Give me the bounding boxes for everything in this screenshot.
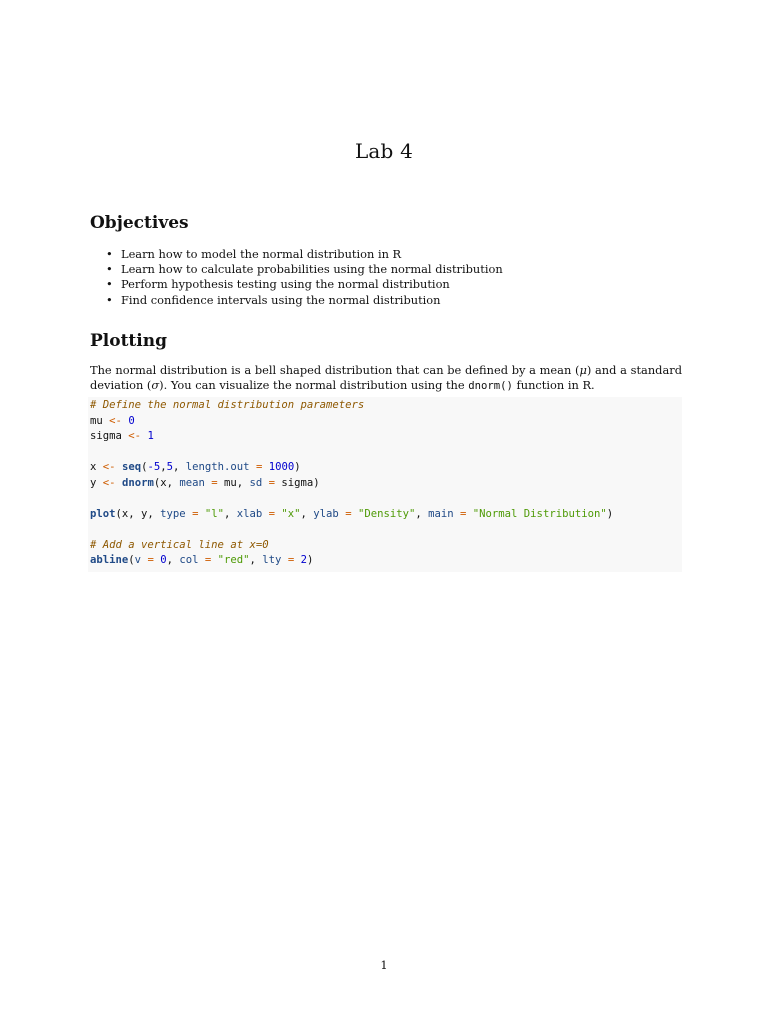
code-operator: <- (102, 476, 116, 489)
sigma-symbol: σ (151, 378, 160, 393)
code-argument: v (134, 554, 142, 566)
code-comment: # Add a vertical line at x=0 (90, 538, 269, 551)
code-operator: = (281, 554, 301, 566)
code-text: (x, y, (115, 507, 161, 520)
code-string: "red" (217, 554, 250, 566)
code-text: ( (141, 461, 148, 473)
code-function: abline (90, 554, 129, 566)
code-variable: x (90, 461, 97, 473)
code-string: "Density" (357, 507, 416, 520)
code-text: , (249, 554, 263, 566)
code-text: (x, (153, 476, 180, 489)
list-item: • Perform hypothesis testing using the normal distribution (90, 277, 503, 292)
code-argument: length.out (185, 461, 250, 473)
code-text: , (223, 507, 237, 520)
code-function: dnorm (121, 476, 154, 489)
code-line-blank (90, 491, 679, 507)
paragraph-text: function in R. (512, 378, 595, 393)
code-operator: <- (102, 461, 116, 473)
code-string: "Normal Distribution" (472, 507, 607, 520)
mu-symbol: μ (579, 363, 587, 377)
code-text: ) (606, 507, 614, 520)
list-item: • Learn how to calculate probabilities using the normal distribution (90, 262, 503, 277)
code-operator: = (338, 507, 358, 520)
code-argument: xlab (236, 507, 263, 520)
code-number: 0 (128, 414, 135, 427)
code-text: , (160, 461, 167, 473)
code-number: 0 (160, 554, 167, 566)
code-variable: mu (90, 414, 103, 427)
code-line (90, 476, 679, 492)
objectives-list (90, 247, 503, 308)
code-line (90, 414, 679, 430)
code-operator: = (204, 476, 224, 489)
code-operator: <- (128, 430, 142, 442)
code-text: sigma) (281, 476, 320, 489)
code-variable: sigma (90, 430, 122, 442)
code-operator: = (141, 554, 161, 566)
code-variable: y (90, 476, 97, 489)
code-operator: = (262, 476, 282, 489)
code-text: , (166, 554, 180, 566)
code-comment: # Define the normal distribution parameters (90, 399, 365, 411)
code-argument: col (179, 554, 199, 566)
code-line-blank (90, 522, 679, 538)
code-text: , (173, 461, 186, 473)
code-operator: = (185, 507, 205, 520)
code-operator: = (198, 554, 218, 566)
code-text: ( (128, 554, 135, 566)
code-argument: type (160, 507, 186, 520)
list-item: • Find confidence intervals using the normal distribution (90, 293, 503, 308)
list-item: • Learn how to model the normal distribution in R (90, 247, 503, 262)
paragraph-text: The normal distribution is a bell shaped distribution that can be defined by a mean ( (90, 363, 580, 377)
code-line (90, 398, 679, 414)
code-text: ) (306, 554, 314, 566)
code-argument: lty (262, 554, 282, 566)
code-operator: = (453, 507, 473, 520)
code-operator: <- (109, 414, 122, 427)
intro-paragraph (90, 363, 682, 395)
code-number: -5 (147, 461, 161, 473)
paragraph-text: ). You can visualize the normal distribution using the (159, 378, 469, 393)
code-argument: main (428, 507, 454, 520)
plotting-heading: Plotting (90, 331, 167, 351)
code-line (90, 460, 679, 476)
code-number: 1 (147, 430, 154, 442)
code-text: , (300, 507, 314, 520)
code-string: "l" (204, 507, 224, 520)
paragraph-text: ) and a standard deviation ( (90, 363, 682, 393)
code-number: 1000 (268, 461, 295, 473)
code-function: seq (121, 461, 142, 473)
inline-code: dnorm() (468, 380, 513, 393)
code-argument: sd (249, 476, 263, 489)
code-argument: ylab (313, 507, 339, 520)
code-function: plot (90, 507, 116, 520)
code-operator: = (262, 507, 282, 520)
code-text: mu, (224, 476, 250, 489)
objectives-heading: Objectives (90, 213, 189, 233)
code-number: 2 (300, 554, 307, 566)
code-operator: = (249, 461, 269, 473)
code-line-blank (90, 445, 679, 461)
code-text: ) (294, 461, 301, 473)
code-line (90, 429, 679, 445)
code-line (90, 507, 679, 523)
code-string: "x" (281, 507, 301, 520)
code-block (88, 397, 682, 572)
code-number: 5 (166, 461, 174, 473)
code-line (90, 538, 679, 554)
page-title: Lab 4 (354, 139, 414, 163)
code-text: , (415, 507, 429, 520)
code-line (90, 553, 679, 569)
code-argument: mean (179, 476, 205, 489)
page-number: 1 (380, 958, 388, 972)
